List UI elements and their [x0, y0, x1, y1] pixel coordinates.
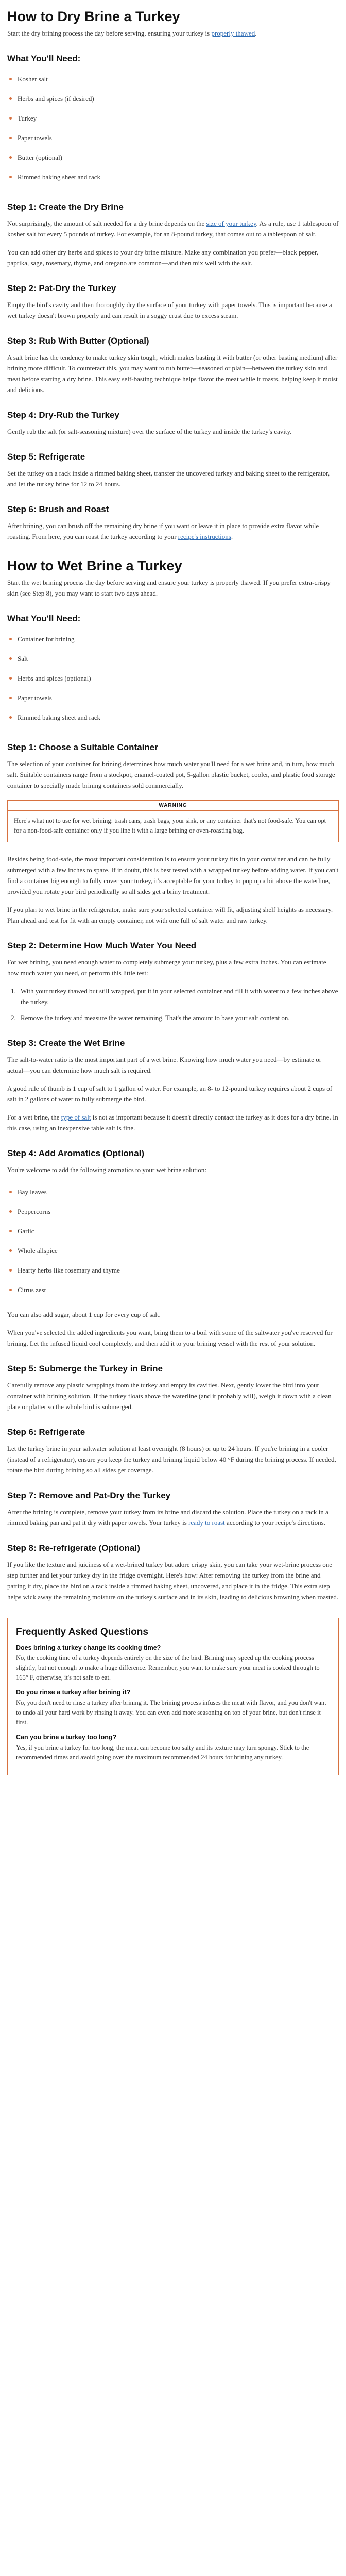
- list-item: 1. With your turkey thawed but still wrapped, put it in your selected container and fill it with water to a few inches above the turkey.: [18, 986, 339, 1007]
- wet-need-heading: What You'll Need:: [7, 614, 81, 623]
- list-item: Garlic: [7, 1222, 339, 1241]
- faq-answer: No, the cooking time of a turkey depends entirely on the size of the bird. Brining may speed up the cooking process slightly, but not enough to make a huge difference. Remember, you want to make sure your meat is cooked through to 165° F, otherwise, it's not safe to eat.: [16, 1654, 320, 1681]
- wet-step4-title: Step 4: Add Aromatics (Optional): [7, 1148, 145, 1158]
- faq-question: Does brining a turkey change its cooking time?: [16, 1644, 161, 1651]
- wet-step4-p2: You can also add sugar, about 1 cup for every cup of salt.: [7, 1311, 161, 1318]
- wet-step7-title: Step 7: Remove and Pat-Dry the Turkey: [7, 1490, 171, 1500]
- wet-step8-title: Step 8: Re-refrigerate (Optional): [7, 1543, 140, 1553]
- wet-intro: Start the wet brining process the day before serving and ensure your turkey is properly thawed. If you prefer extra-crispy skin (see Step 8), you may want to start two days ahead.: [7, 579, 331, 597]
- dry-step2-p1: Empty the bird's cavity and then thoroughly dry the surface of your turkey with paper towels. This is important because a wet turkey doesn't brown properly and can result in a soggy crust due to excess steam.: [7, 301, 332, 319]
- wet-step3-p1: The salt-to-water ratio is the most important part of a wet brine. Knowing how much water you need—by estimate or actual—you can determine how much salt is required.: [7, 1056, 322, 1074]
- dry-step3-p1: A salt brine has the tendency to make turkey skin tough, which makes basting it with butter (or other basting medium) after brining more difficult. To counteract this, you may want to rub butter—seasoned or plain—between the turkey skin and meat before starting a dry brine. This easy self-basting technique helps flavor the meat while it roasts, helping keep it moist and delicious.: [7, 353, 338, 394]
- faq-heading: Frequently Asked Questions: [16, 1626, 148, 1637]
- warning-box: [7, 800, 339, 842]
- wet-step8-p1: If you like the texture and juiciness of a wet-brined turkey but adore crispy skin, you can take your wet-brine process one step further and let your turkey dry in the fridge overnight. Here's how: After removing the turkey from the brine and patting it dry, place the bird on a rack inside a rimmed baking sheet, uncovered, and place it in the fridge. This extra step helps wick away the remaining moisture on the turkey's surface and in its skin, leading to delicious browning when roasted.: [7, 1561, 339, 1601]
- dry-step4-title: Step 4: Dry-Rub the Turkey: [7, 410, 119, 420]
- wet-step1-p1: The selection of your container for brining determines how much water you'll need for a wet brine and, in turn, how much salt. Suitable containers range from a stockpot, enamel-coated pot, 5-gallon plastic bucket, cooler, and plastic food storage container to specially made brining containers sold commercially.: [7, 760, 335, 789]
- dry-step3-title: Step 3: Rub With Butter (Optional): [7, 336, 149, 346]
- faq-answer: No, you don't need to rinse a turkey after brining it. The brining process infuses the meat with flavor, and you don't want to undo all your hard work by rinsing it away. You can even add more seasoning on top of your brine, but don't rinse it first.: [16, 1699, 326, 1726]
- dry-step1-title: Step 1: Create the Dry Brine: [7, 202, 124, 212]
- article-body: [0, 8, 346, 1775]
- wet-step4-p1: You're welcome to add the following aromatics to your wet brine solution:: [7, 1166, 206, 1174]
- wet-step7-p1: After the brining is complete, remove your turkey from its brine and discard the solution. Place the turkey on a rack in a rimmed baking pan and pat it dry with paper towels. Your turkey is ready to roast according to your recipe's directions.: [7, 1508, 328, 1527]
- dry-step4-p1: Gently rub the salt (or salt-seasoning mixture) over the surface of the turkey and inside the turkey's cavity.: [7, 428, 292, 435]
- dry-brine-title: How to Dry Brine a Turkey: [7, 9, 180, 24]
- dry-step2-title: Step 2: Pat-Dry the Turkey: [7, 283, 116, 293]
- wet-step3-p3: For a wet brine, the type of salt is not as important because it doesn't directly contact the turkey as it does for a dry brine. In this case, using an inexpensive table salt is fine.: [7, 1113, 338, 1132]
- dry-step1-p1: Not surprisingly, the amount of salt needed for a dry brine depends on the size of your turkey. As a rule, use 1 tablespoon of kosher salt for every 5 pounds of turkey. For example, for an 8-pound turkey, that comes out to a tablespoon of salt.: [7, 219, 339, 238]
- list-item: Kosher salt: [7, 70, 339, 89]
- list-item: Container for brining: [7, 630, 339, 649]
- list-item: Citrus zest: [7, 1280, 339, 1300]
- dry-step6-p1: After brining, you can brush off the remaining dry brine if you want or leave it in place to provide extra flavor while roasting. From here, you can roast the turkey according to your recipe's instructions.: [7, 522, 319, 540]
- list-item: Rimmed baking sheet and rack: [7, 167, 339, 187]
- aromatics-list: [7, 1182, 339, 1300]
- wet-need-list: [7, 630, 339, 727]
- list-item: Herbs and spices (optional): [7, 669, 339, 688]
- wet-step6-p1: Let the turkey brine in your saltwater solution at least overnight (8 hours) or up to 24 hours. If you're brining in a cooler (instead of a refrigerator), ensure you keep the turkey and brining liquid below 40 °F during the brining process. If needed, rotate the bird during brining so all sides get coverage.: [7, 1445, 336, 1474]
- list-item: Whole allspice: [7, 1241, 339, 1261]
- faq-answer: Yes, if you brine a turkey for too long, the meat can become too salty and its texture may turn spongy. Stick to the recommended times and avoid going over the maximum recommended 24 hours for brining any turkey.: [16, 1744, 309, 1761]
- dry-need-list: [7, 70, 339, 187]
- ready-to-roast-link[interactable]: ready to roast: [188, 1519, 225, 1527]
- list-item: Butter (optional): [7, 148, 339, 167]
- size-of-turkey-link[interactable]: size of your turkey: [206, 219, 256, 227]
- properly-thawed-link[interactable]: properly thawed: [211, 29, 255, 37]
- warning-label: WARNING: [8, 801, 338, 811]
- wet-step4-p3: When you've selected the added ingredients you want, bring them to a boil with some of the saltwater you've reserved for brining. Let the infused liquid cool completely, and then add it to your brining vessel with the rest of your solution.: [7, 1329, 333, 1347]
- wet-step1-p2: Besides being food-safe, the most important consideration is to ensure your turkey fits in your container and can be fully submerged with a few inches to spare. If in doubt, this is best tested with a wrapped turkey before adding water. If you can't find a container big enough to fully cover your turkey, it's acceptable for your turkey to pop up a bit above the waterline, provided you rotate your bird periodically so all sides get a briny treatment.: [7, 855, 339, 895]
- list-item: Herbs and spices (if desired): [7, 89, 339, 109]
- list-item: 2. Remove the turkey and measure the water remaining. That's the amount to base your salt content on.: [18, 1012, 339, 1023]
- dry-step5-p1: Set the turkey on a rack inside a rimmed baking sheet, transfer the uncovered turkey and baking sheet to the refrigerator, and let the turkey brine for 12 to 24 hours.: [7, 469, 330, 488]
- wet-step6-title: Step 6: Refrigerate: [7, 1427, 85, 1437]
- type-of-salt-link[interactable]: type of salt: [61, 1113, 91, 1121]
- wet-step5-p1: Carefully remove any plastic wrappings from the turkey and empty its cavities. Next, gently lower the bird into your container with brining solution. If the turkey floats above the waterline (and it probably will), weigh it down with a clean plate or platter so the whole bird is submerged.: [7, 1381, 332, 1411]
- dry-step6-title: Step 6: Brush and Roast: [7, 504, 109, 514]
- list-item: Paper towels: [7, 128, 339, 148]
- warning-text: Here's what not to use for wet brining: trash cans, trash bags, your sink, or any container that's not food-safe. You can opt for a non-food-safe container only if you line it with a large brining or oven-roasting bag.: [14, 817, 326, 834]
- wet-step2-p1: For wet brining, you need enough water to completely submerge your turkey, plus a few extra inches. You can estimate how much water you need, or perform this little test:: [7, 958, 326, 977]
- dry-need-heading: What You'll Need:: [7, 54, 81, 63]
- dry-step1-p2: You can add other dry herbs and spices to your dry brine mixture. Make any combination you prefer—black pepper, paprika, sage, rosemary, thyme, and oregano are common—and then mix well with the salt.: [7, 248, 318, 267]
- list-item: Peppercorns: [7, 1202, 339, 1222]
- list-item: Bay leaves: [7, 1182, 339, 1202]
- list-item: Paper towels: [7, 688, 339, 708]
- list-item: Turkey: [7, 109, 339, 128]
- wet-step5-title: Step 5: Submerge the Turkey in Brine: [7, 1364, 163, 1374]
- dry-intro: Start the dry brining process the day before serving, ensuring your turkey is properly thawed.: [7, 29, 257, 37]
- wet-step2-title: Step 2: Determine How Much Water You Need: [7, 941, 197, 951]
- wet-step1-title: Step 1: Choose a Suitable Container: [7, 742, 158, 752]
- list-item: Salt: [7, 649, 339, 669]
- recipe-instructions-link[interactable]: recipe's instructions: [178, 533, 231, 540]
- faq-question: Can you brine a turkey too long?: [16, 1734, 117, 1741]
- wet-brine-title: How to Wet Brine a Turkey: [7, 558, 182, 573]
- dry-step5-title: Step 5: Refrigerate: [7, 452, 85, 462]
- wet-step3-title: Step 3: Create the Wet Brine: [7, 1038, 125, 1048]
- wet-step2-list: [7, 986, 339, 1023]
- wet-step1-p3: If you plan to wet brine in the refrigerator, make sure your selected container will fit, adjusting shelf heights as necessary. Plan ahead and test for fit with an empty container, not with one full of salt water and raw turkey.: [7, 906, 333, 924]
- list-item: Hearty herbs like rosemary and thyme: [7, 1261, 339, 1280]
- wet-step3-p2: A good rule of thumb is 1 cup of salt to 1 gallon of water. For example, an 8- to 12-pound turkey requires about 2 cups of salt in 2 gallons of water to fully submerge the bird.: [7, 1084, 333, 1103]
- faq-box: [7, 1618, 339, 1775]
- list-item: Rimmed baking sheet and rack: [7, 708, 339, 727]
- faq-question: Do you rinse a turkey after brining it?: [16, 1689, 131, 1696]
